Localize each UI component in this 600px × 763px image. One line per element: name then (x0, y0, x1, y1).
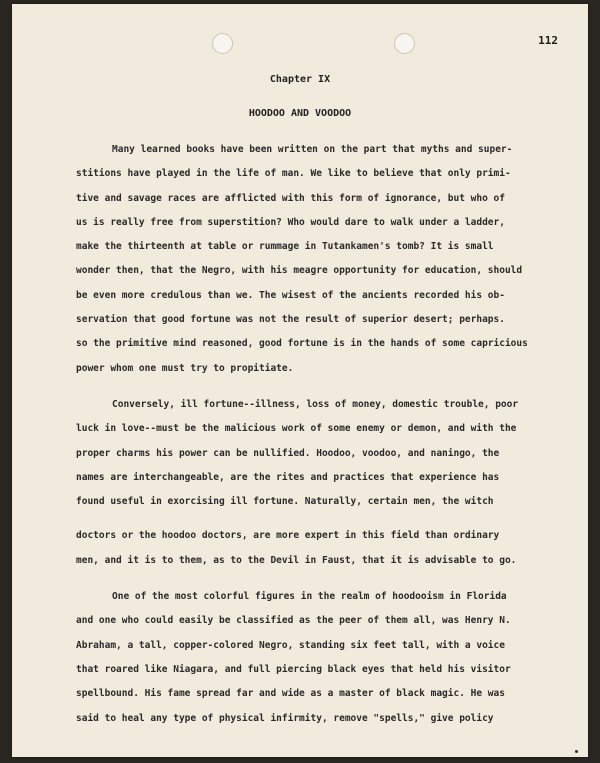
text-line: be even more credulous than we. The wisest of the ancients recorded his ob- (76, 289, 505, 301)
body-text (76, 138, 556, 731)
page-number: 112 (538, 34, 558, 47)
text-line: servation that good fortune was not the result of superior desert; perhaps. (76, 314, 505, 326)
punch-hole (212, 33, 233, 54)
text-line: One of the most colorful figures in the realm of hoodooism in Florida (112, 591, 507, 603)
ink-speck (575, 750, 578, 753)
text-line: said to heal any type of physical infirmity, remove "spells," give policy (76, 712, 494, 724)
chapter-title: Chapter IX (269, 74, 331, 85)
text-line: that roared like Niagara, and full piercing black eyes that held his visitor (76, 663, 511, 675)
text-line: Conversely, ill fortune--illness, loss of money, domestic trouble, poor (112, 398, 519, 410)
paragraph (76, 393, 556, 573)
section-title: HOODOO AND VOODOO (248, 108, 352, 119)
text-line: proper charms his power can be nullified. Hoodoo, voodoo, and naningo, the (76, 447, 500, 459)
text-line: Many learned books have been written on the part that myths and super- (112, 144, 513, 155)
text-line: found useful in exorcising ill fortune. Naturally, certain men, the witch (76, 496, 494, 508)
punch-hole (394, 33, 415, 54)
text-line: spellbound. His fame spread far and wide as a master of black magic. He was (76, 688, 505, 700)
text-line: make the thirteenth at table or rummage in Tutankamen's tomb? It is small (76, 241, 494, 253)
text-line: power whom one must try to propitiate. (76, 362, 294, 374)
text-line: so the primitive mind reasoned, good fortune is in the hands of some capricious (76, 338, 528, 350)
text-line: luck in love--must be the malicious work of some enemy or demon, and with the (76, 423, 517, 435)
text-line: tive and savage races are afflicted with this form of ignorance, but who of (76, 192, 505, 204)
text-line: Abraham, a tall, copper-colored Negro, standing six feet tall, with a voice (76, 639, 505, 651)
paragraph (76, 138, 556, 381)
text-line: names are interchangeable, are the rites and practices that experience has (76, 471, 500, 483)
typed-manuscript-page (12, 4, 588, 757)
text-line: stitions have played in the life of man. We like to believe that only primi- (76, 168, 511, 180)
text-line: men, and it is to them, as to the Devil in Faust, that it is advisable to go. (76, 554, 517, 566)
paragraph (76, 585, 556, 731)
text-line: doctors or the hoodoo doctors, are more expert in this field than ordinary (76, 530, 500, 542)
text-line: us is really free from superstition? Who would dare to walk under a ladder, (76, 216, 505, 228)
text-line: and one who could easily be classified as the peer of them all, was Henry N. (76, 615, 511, 627)
text-line: wonder then, that the Negro, with his meagre opportunity for education, should (76, 265, 523, 277)
